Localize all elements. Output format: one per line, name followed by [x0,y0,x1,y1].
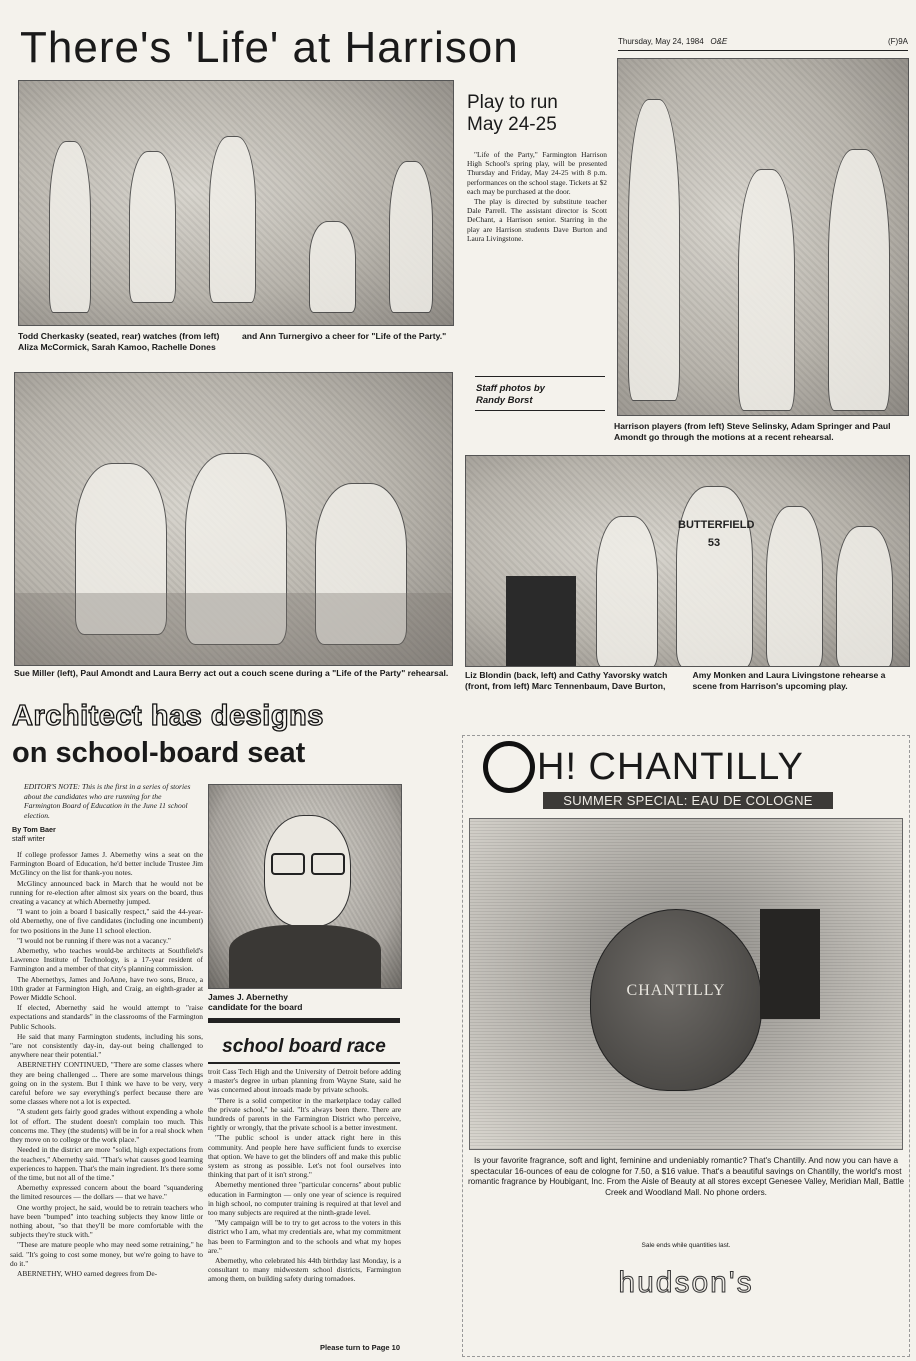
photo-cheer-rehearsal [18,80,454,326]
photo-abernethy-portrait [208,784,402,989]
jump-line: Please turn to Page 10 [319,1343,400,1352]
caption-cheer: Todd Cherkasky (seated, rear) watches (from left) Aliza McCormick, Sarah Kamoo, Rachelle Dones and Ann Turnergivo a cheer for "Life of the Party." [18,331,447,352]
page-headline: There's 'Life' at Harrison [20,23,519,72]
photo-motions-rehearsal [617,58,909,416]
play-title-line2: May 24-25 [467,114,557,135]
article-paragraph: Abernethy, who celebrated his 44th birthday last Monday, is a consultant to many midwestern school districts, Farmington among them, on building safety during tornadoes. [208,1256,401,1284]
chantilly-ad [462,735,910,1357]
page-number: (F)9A [888,37,908,46]
article-paragraph: "I would not be running if there was not a vacancy." [17,935,171,945]
article-paragraph: "There is a solid competitor in the marketplace today called the private school," he said. "It's always been there. There are hundreds of parents in the Farmington District who perceive, rightly or wrongly, that the private school is a better investment. [208,1095,401,1133]
hudsons-logo: hudson's [618,1266,754,1299]
architect-column-2 [208,1067,401,1339]
race-tag-rule-top [208,1018,400,1023]
ad-subtitle: SUMMER SPECIAL: EAU DE COLOGNE [543,792,833,809]
photo-credit [476,383,606,407]
architect-headline-line1: Architect has designs [12,700,324,732]
photo-credit-line1: Staff photos by [476,383,545,394]
race-tag: school board race [222,1036,386,1057]
article-paragraph: He said that many Farmington students, including his sons, "are not consistently day-in, day-out being challenged to anywhere near their potential." [10,1031,203,1060]
photo-credit-line2: Randy Borst [476,395,533,406]
byline [12,825,202,843]
dateline [618,37,908,46]
dateline-section: O&E [710,37,728,46]
article-paragraph: Abernethy mentioned three "particular concerns" about public education in Farmington — only one year of science is required in high school, no computer training is required at that level and too many subjects are required at the ninth-grade level. [208,1180,401,1218]
race-tag-rule-bottom [208,1062,400,1064]
article-paragraph: If elected, Abernethy said he would attempt to "raise expectations and standards" in the classrooms of the Farmington Public Schools. [10,1003,203,1031]
article-paragraph: "These are mature people who may need some retraining," he said. "It's going to cost some money, but we're going to have to do it." [10,1240,203,1268]
caption-motions: Harrison players (from left) Steve Selinsky, Adam Springer and Paul Amondt go through the motions at a recent rehearsal. [614,421,891,442]
play-story-title [467,92,607,136]
editors-note: EDITOR'S NOTE: This is the first in a series of stories about the candidates who are running for the Farmington Board of Education in the June 11 school election. [24,782,191,820]
ad-title-o [483,741,535,793]
play-paragraph: "Life of the Party," Farmington Harrison High School's spring play, will be presented Thursday and Friday, May 24-25 with 8 p.m. performances on the school stage. Tickets at $2 each may be purchased at the door. [467,150,607,196]
article-paragraph: The Abernethys, James and JoAnne, have two sons, Bruce, a 10th grader at Farmington High, and Craig, an eighth-grader at Power Middle School. [10,974,203,1003]
ad-copy: Is your favorite fragrance, soft and light, feminine and undeniably romantic? That's Chantilly. And now you can have a spectacular 16-ounces of eau de cologne for 7.50, a $16 value. That's a beautiful savings on Chantilly, the world's most romantic fragrance by Houbigant, Inc. From the Aisle of Beauty at all stores except Genesee Valley, Meridian Mall, Battle Creek and Woodland Mall. No phone orders. [467,1156,905,1197]
article-paragraph: "A student gets fairly good grades without expending a whole lot of effort. The student doesn't complain too much. This concerns me. They (the students) will be in for a real shock when they move on to college or the work place." [10,1107,203,1145]
portrait-caption-title: candidate for the board [208,1002,303,1012]
photo-watch-scene [465,455,910,667]
play-paragraph: The play is directed by substitute teacher Dale Parrell. The assistant director is Scott DeChant, a Harrison senior. Starring in the play are Harrison students Dave Burton and Laura Livingstone. [467,197,607,243]
ad-title-rest: H! CHANTILLY [537,745,804,788]
ad-product-photo [469,818,903,1150]
portrait-caption [208,992,398,1012]
article-paragraph: If college professor James J. Abernethy wins a seat on the Farmington Board of Education, he'd better include Trustee Jim McGlincy on the list for thank-you notes. [10,850,203,878]
caption-couch: Sue Miller (left), Paul Amondt and Laura Berry act out a couch scene during a "Life of the Party" rehearsal. [14,668,449,678]
ad-title [483,744,883,790]
architect-headline-line2: on school-board seat [12,737,306,769]
article-paragraph: troit Cass Tech High and the University of Detroit before adding a master's degree in urban planning from Wayne State, said he was concerned about inroads made by private schools. [208,1067,401,1095]
bottle-label: CHANTILLY [626,982,726,999]
architect-column-1 [10,850,203,1355]
article-paragraph: ABERNETHY, WHO earned degrees from De- [17,1268,158,1278]
article-paragraph: "The public school is under attack right here in this community. And people here have sufficient funds to exercise that option. We have to get the blinders off and make this public system as strong as possible. Let's not fool ourselves into thinking that part of it isn't strong." [208,1133,401,1180]
ad-small-print: Sale ends while quantities last. [641,1242,731,1249]
article-paragraph: ABERNETHY CONTINUED, "There are some classes where they are being challenged ... There are some marvelous things going on in the system. But I think we have to be very, very careful before we say everything's perfect because there are some classes where not a lot is expected. [10,1060,203,1107]
article-paragraph: "I want to join a board I basically respect," said the 44-year-old Abernethy, one of five candidates (including one incumbent) for two positions in the June 11 school election. [10,907,203,935]
article-paragraph: One worthy project, he said, would be to retrain teachers who have been "bumped" into teaching subjects they know little or nothing about, "so that they'll be more comfortable with the subjects they're stuck with." [10,1202,203,1240]
article-paragraph: Needed in the district are more "solid, high expectations from the teachers," Abernethy said. "That's what causes good learning experiences to happen. That's the main ingredient. It's there some of the time, but not all of the time." [10,1145,203,1182]
article-paragraph: Abernethy, who teaches would-be architects at Southfield's Lawrence Institute of Technology, is a 17-year resident of Farmington and a member of that city's planning commission. [10,946,203,974]
cologne-bottle [590,909,762,1091]
credit-rule [475,376,605,377]
byline-name: By Tom Baer [12,825,56,834]
play-story-body [467,150,607,244]
article-paragraph: Abernethy expressed concern about the board "squandering the limited resources — the dollars — that we have." [10,1183,203,1202]
photo-couch-scene [14,372,453,666]
play-title-line1: Play to run [467,92,558,113]
article-paragraph: "My campaign will be to try to get across to the voters in this district who I am, what my credentials are, what my commitment has been to Farmington and to the schools and what my hopes are." [208,1218,401,1255]
byline-title: staff writer [12,834,46,843]
portrait-caption-name: James J. Abernethy [208,992,288,1002]
caption-watch: Liz Blondin (back, left) and Cathy Yavorsky watch (front, from left) Marc Tennenbaum, Dave Burton, Amy Monken and Laura Livingstone rehearse a scene from Harrison's upcoming play. [465,670,886,691]
article-paragraph: McGlincy announced back in March that he would not be running for re-election after almost six years on the board, thus creating a vacancy at which Abernethy jumped. [10,878,203,907]
architect-headline [12,698,452,772]
credit-rule-bottom [475,410,605,411]
dateline-date: Thursday, May 24, 1984 [618,37,704,46]
dateline-rule [618,50,908,51]
jersey-text: BUTTERFIELD 53 [678,519,755,549]
